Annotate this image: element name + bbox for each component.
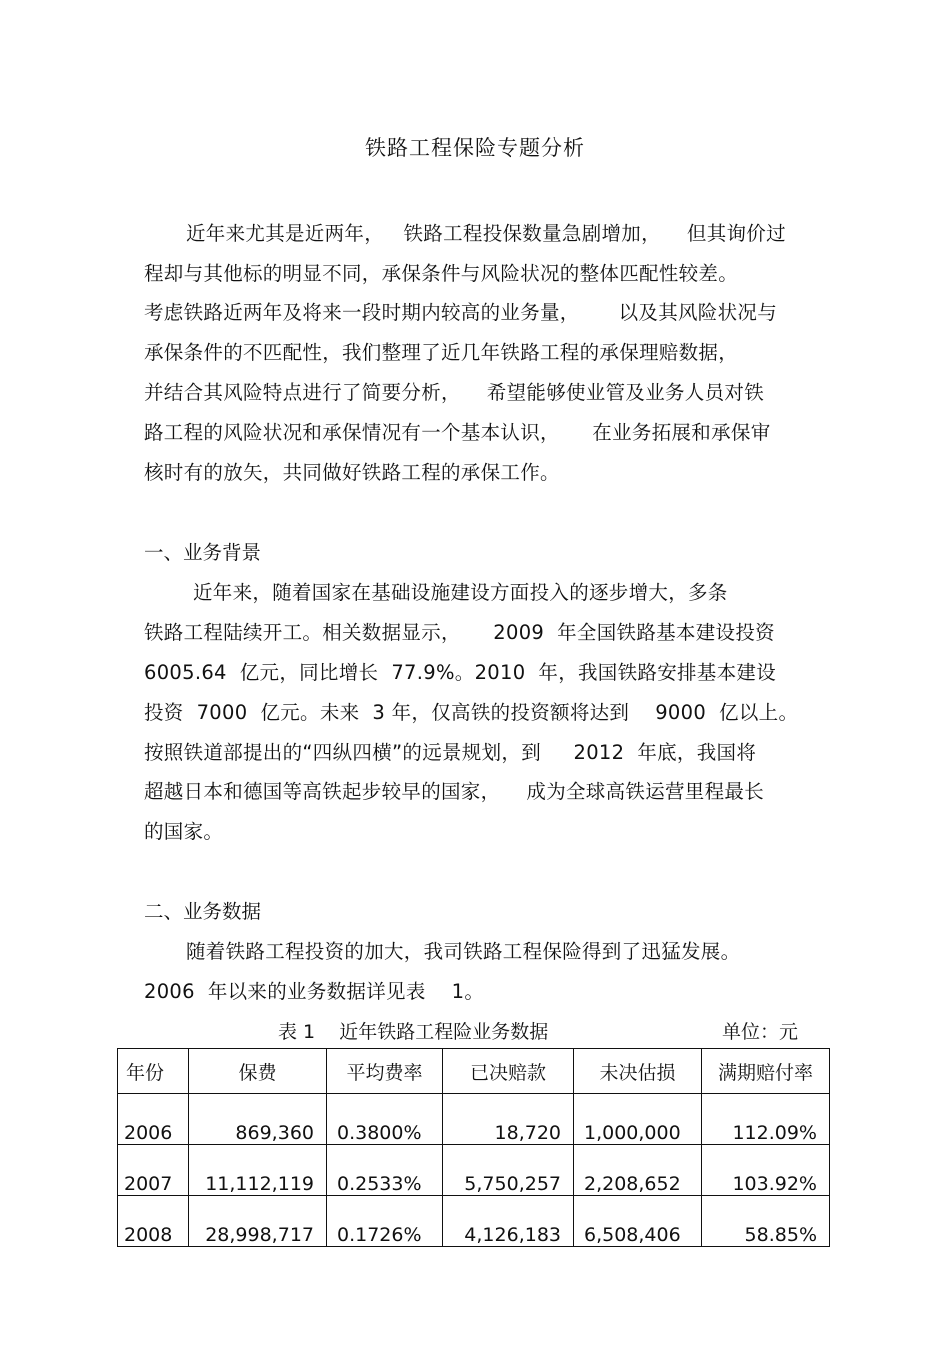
section1-line: 铁路工程陆续开工。相关数据显示， 2009 年全国铁路基本建设投资 [144, 621, 775, 644]
cell-year: 2006 [118, 1094, 189, 1145]
cell-outstanding-loss: 6,508,406 [574, 1196, 702, 1247]
section2-line: 2006 年以来的业务数据详见表 1。 [144, 980, 485, 1003]
intro-line: 考虑铁路近两年及将来一段时期内较高的业务量， 以及其风险状况与 [144, 301, 777, 324]
section1-line: 的国家。 [144, 820, 224, 843]
table-row [118, 1145, 830, 1196]
section1-line: 按照铁道部提出的“四纵四横”的远景规划，到 2012 年底，我国将 [144, 741, 757, 764]
intro-line: 核时有的放矢，共同做好铁路工程的承保工作。 [144, 461, 560, 484]
cell-loss-ratio: 58.85% [702, 1196, 830, 1247]
intro-line: 近年来尤其是近两年， 铁路工程投保数量急剧增加， 但其询价过 [186, 222, 786, 245]
cell-outstanding-loss: 1,000,000 [574, 1094, 702, 1145]
cell-settled-claims: 5,750,257 [443, 1145, 574, 1196]
intro-line: 路工程的风险状况和承保情况有一个基本认识， 在业务拓展和承保审 [144, 421, 771, 444]
cell-year: 2008 [118, 1196, 189, 1247]
section-heading-background: 一、业务背景 [144, 541, 262, 564]
intro-line: 承保条件的不匹配性，我们整理了近几年铁路工程的承保理赔数据， [144, 341, 739, 364]
table-row [118, 1094, 830, 1145]
column-header-outstanding-loss: 未决估损 [574, 1049, 702, 1094]
cell-avg-rate: 0.2533% [327, 1145, 443, 1196]
column-header-year: 年份 [118, 1049, 189, 1094]
section1-line: 6005.64 亿元，同比增长 77.9%。2010 年，我国铁路安排基本建设 [144, 661, 777, 684]
cell-premium: 28,998,717 [189, 1196, 327, 1247]
section2-line: 随着铁路工程投资的加大，我司铁路工程保险得到了迅猛发展。 [186, 940, 741, 963]
cell-outstanding-loss: 2,208,652 [574, 1145, 702, 1196]
cell-premium: 11,112,119 [189, 1145, 327, 1196]
column-header-avg-rate: 平均费率 [327, 1049, 443, 1094]
table-row [118, 1196, 830, 1247]
cell-premium: 869,360 [189, 1094, 327, 1145]
section-heading-data: 二、业务数据 [144, 900, 262, 923]
column-header-settled-claims: 已决赔款 [443, 1049, 574, 1094]
cell-year: 2007 [118, 1145, 189, 1196]
cell-avg-rate: 0.1726% [327, 1196, 443, 1247]
cell-loss-ratio: 103.92% [702, 1145, 830, 1196]
cell-avg-rate: 0.3800% [327, 1094, 443, 1145]
cell-settled-claims: 4,126,183 [443, 1196, 574, 1247]
section1-line: 近年来，随着国家在基础设施建设方面投入的逐步增大，多条 [193, 581, 728, 604]
cell-loss-ratio: 112.09% [702, 1094, 830, 1145]
table-header-row [118, 1049, 830, 1094]
section1-line: 投资 7000 亿元。未来 3 年，仅高铁的投资额将达到 9000 亿以上。 [144, 701, 799, 724]
column-header-loss-ratio: 满期赔付率 [702, 1049, 830, 1094]
cell-settled-claims: 18,720 [443, 1094, 574, 1145]
document-title: 铁路工程保险专题分析 [365, 136, 585, 160]
table-unit: 单位：元 [722, 1021, 799, 1043]
table-caption: 表 1 近年铁路工程险业务数据 [278, 1021, 549, 1043]
column-header-premium: 保费 [189, 1049, 327, 1094]
intro-line: 并结合其风险特点进行了简要分析， 希望能够使业管及业务人员对铁 [144, 381, 764, 404]
section1-line: 超越日本和德国等高铁起步较早的国家， 成为全球高铁运营里程最长 [144, 780, 764, 803]
intro-line: 程却与其他标的明显不同，承保条件与风险状况的整体匹配性较差。 [144, 262, 739, 285]
business-data-table [117, 1048, 830, 1247]
